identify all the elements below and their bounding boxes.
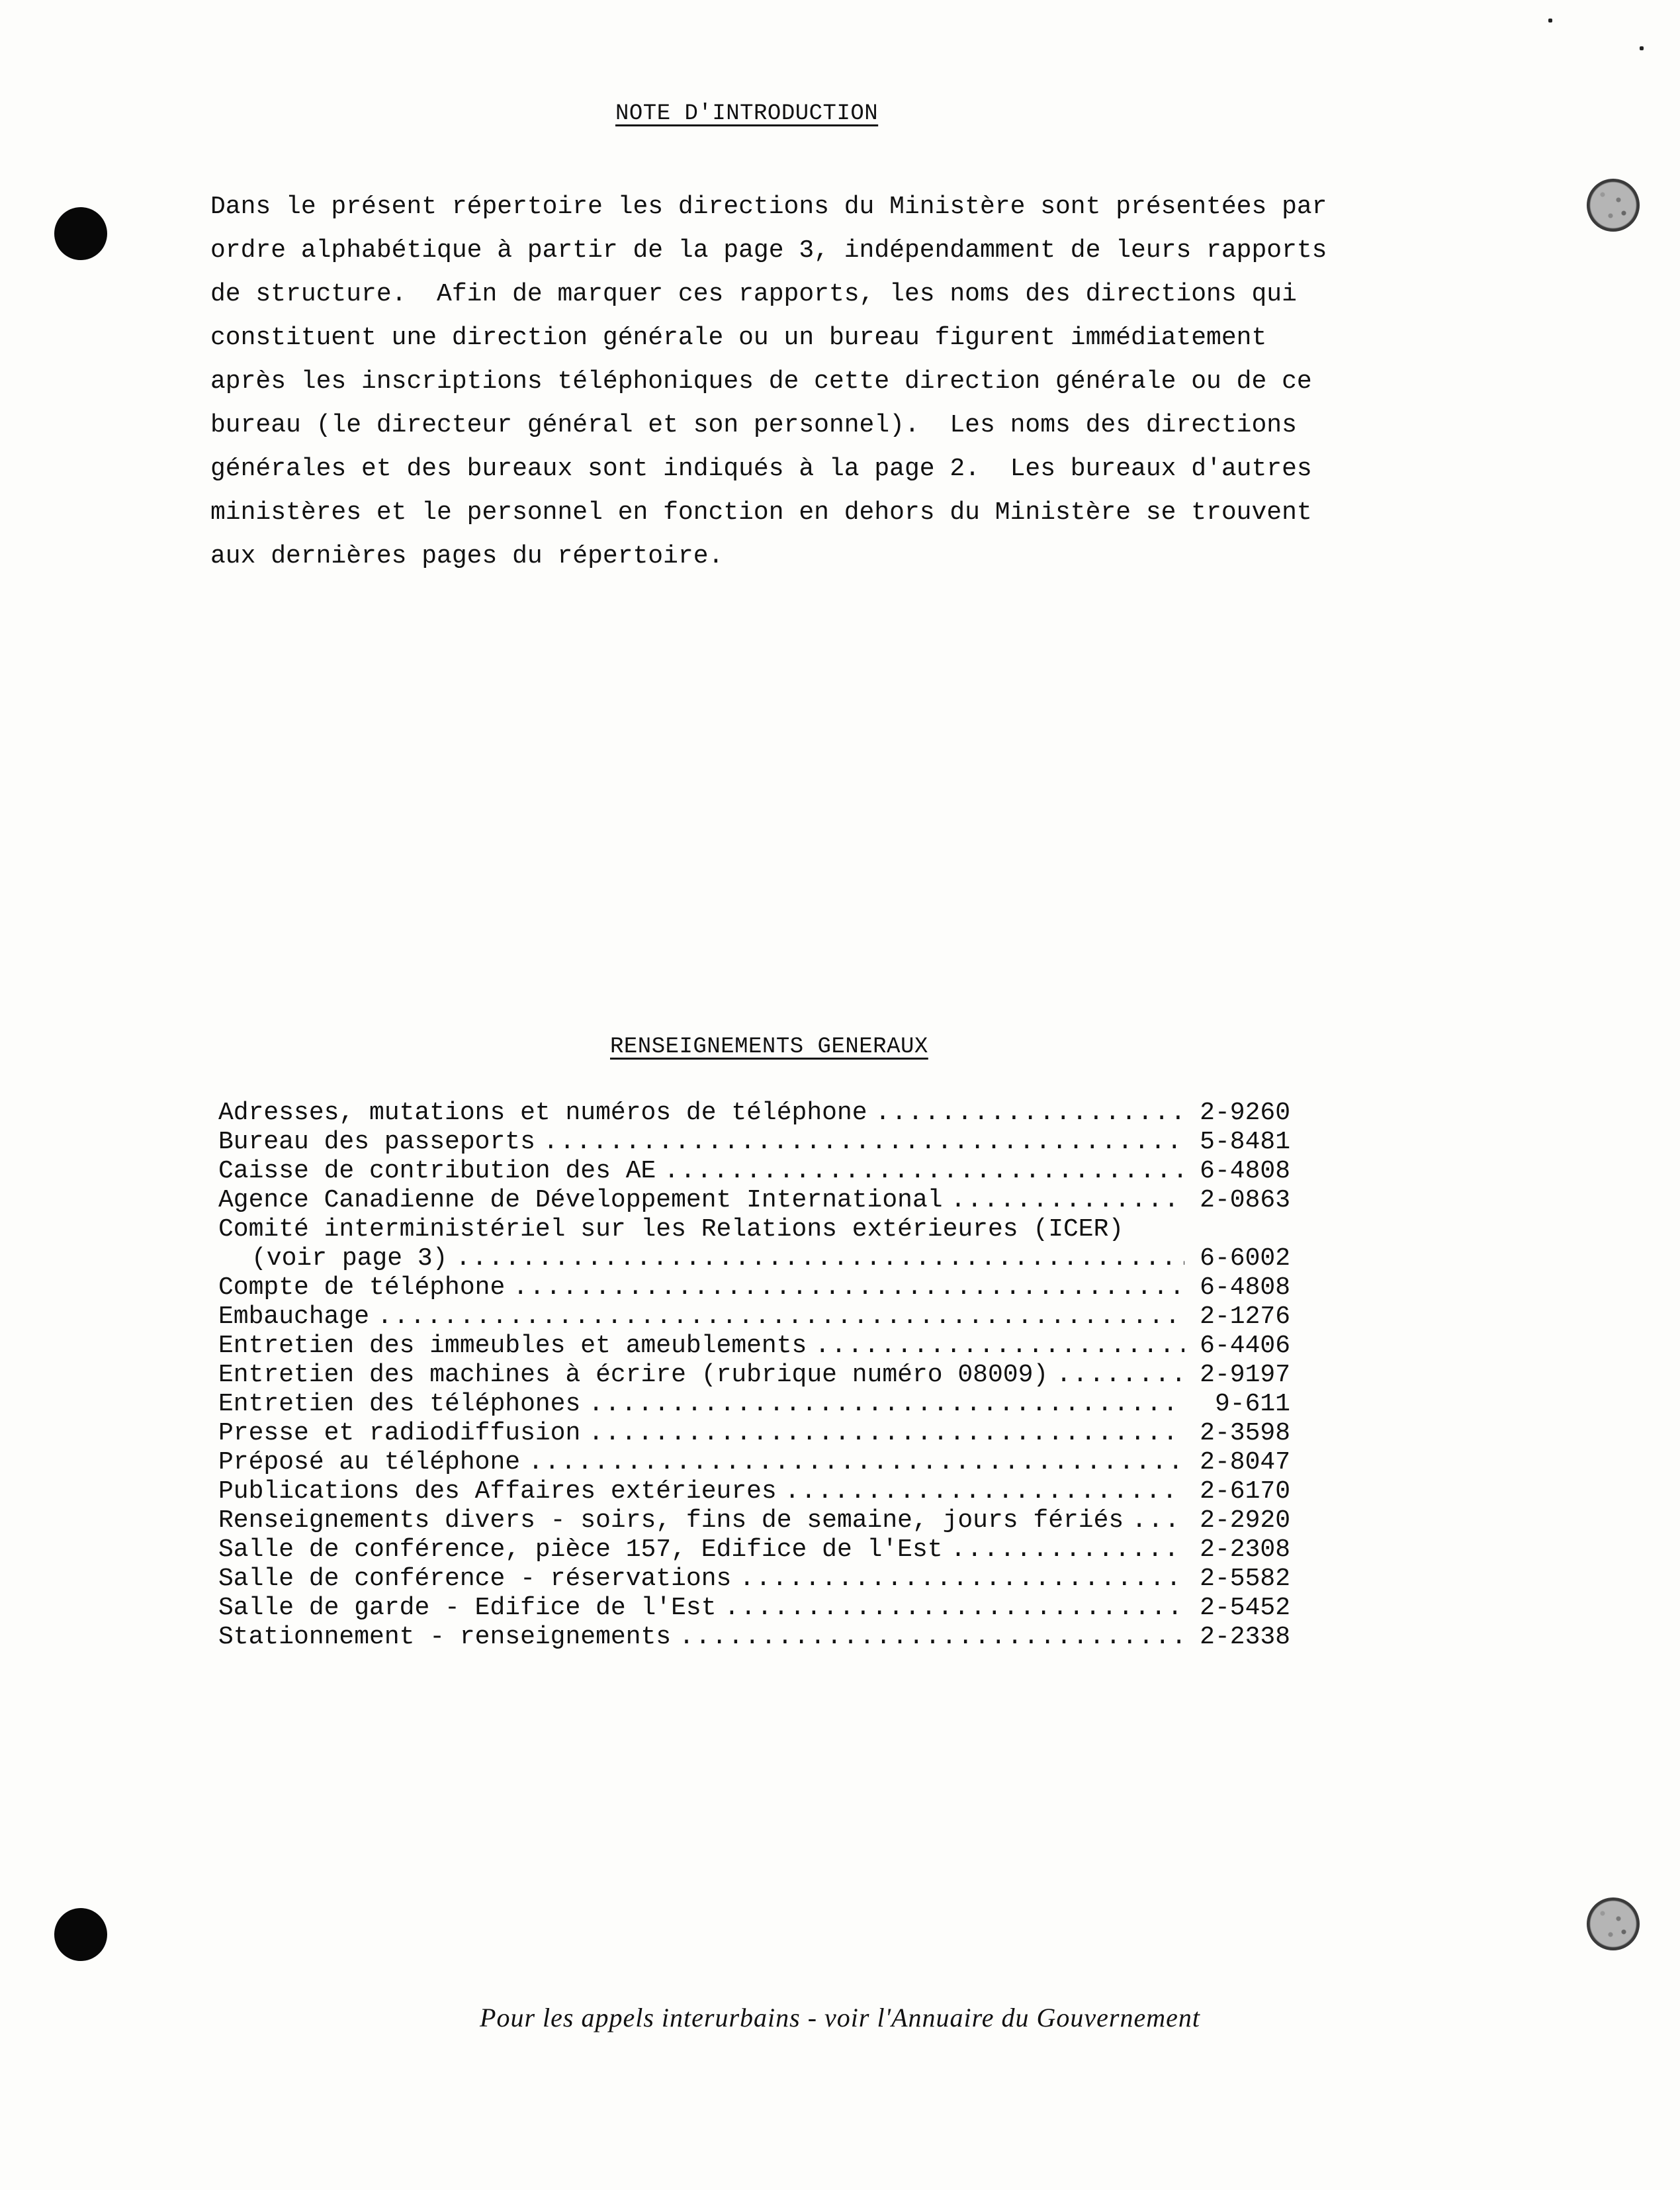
directory-label-continuation: (voir page 3) — [251, 1244, 448, 1273]
directory-row — [218, 1535, 1290, 1565]
directory-row — [218, 1215, 1290, 1244]
directory-number: 5-8481 — [1200, 1128, 1290, 1156]
leader-dots — [543, 1128, 1184, 1157]
directory-list — [218, 1099, 1290, 1652]
directory-row — [218, 1332, 1290, 1361]
directory-row — [218, 1448, 1290, 1477]
directory-number: 2-8047 — [1200, 1448, 1290, 1477]
directory-number: 2-2308 — [1200, 1535, 1290, 1564]
directory-number: 2-9260 — [1200, 1099, 1290, 1127]
scan-speck — [1640, 46, 1644, 50]
leader-dots — [664, 1157, 1184, 1186]
leader-dots — [785, 1477, 1184, 1506]
general-info-heading: RENSEIGNEMENTS GENERAUX — [610, 1034, 928, 1060]
directory-label: Adresses, mutations et numéros de téléphone — [218, 1099, 867, 1127]
leader-dots — [725, 1594, 1184, 1623]
directory-row — [218, 1273, 1290, 1302]
directory-number: 6-4808 — [1200, 1157, 1290, 1185]
intro-line: de structure. Afin de marquer ces rapports, les noms des directions qui — [210, 280, 1297, 308]
directory-label: Salle de conférence, pièce 157, Edifice de l'Est — [218, 1535, 943, 1564]
directory-label: Embauchage — [218, 1302, 370, 1331]
directory-label: Comité interministériel sur les Relations extérieures (ICER) — [218, 1215, 1124, 1244]
directory-number: 2-5452 — [1200, 1594, 1290, 1622]
leader-dots — [513, 1273, 1184, 1302]
leader-dots — [875, 1099, 1184, 1128]
directory-row — [218, 1565, 1290, 1594]
intro-heading: NOTE D'INTRODUCTION — [615, 101, 879, 126]
leader-dots — [951, 1535, 1184, 1565]
directory-number: 2-2338 — [1200, 1623, 1290, 1651]
directory-row — [218, 1506, 1290, 1535]
leader-dots — [679, 1623, 1184, 1652]
directory-row — [218, 1128, 1290, 1157]
directory-label: Bureau des passeports — [218, 1128, 535, 1156]
directory-row — [218, 1186, 1290, 1215]
directory-row — [218, 1477, 1290, 1506]
punch-hole — [54, 1908, 107, 1961]
directory-number: 2-0863 — [1200, 1186, 1290, 1214]
intro-line: après les inscriptions téléphoniques de cette direction générale ou de ce — [210, 367, 1312, 396]
intro-line: ministères et le personnel en fonction en dehors du Ministère se trouvent — [210, 498, 1312, 527]
leader-dots — [377, 1302, 1184, 1332]
directory-number: 2-1276 — [1200, 1302, 1290, 1331]
punch-hole — [54, 207, 107, 260]
directory-label: Compte de téléphone — [218, 1273, 506, 1302]
directory-row — [218, 1623, 1290, 1652]
directory-label: Préposé au téléphone — [218, 1448, 521, 1477]
intro-paragraph — [210, 185, 1327, 578]
intro-line: générales et des bureaux sont indiqués à la page 2. Les bureaux d'autres — [210, 455, 1312, 483]
leader-dots — [951, 1186, 1184, 1215]
directory-number: 9-611 — [1214, 1390, 1290, 1418]
directory-label: Salle de garde - Edifice de l'Est — [218, 1594, 717, 1622]
directory-row — [218, 1157, 1290, 1186]
directory-number: 6-6002 — [1200, 1244, 1290, 1273]
directory-row — [218, 1099, 1290, 1128]
leader-dots — [1131, 1506, 1184, 1535]
directory-row — [218, 1419, 1290, 1448]
directory-number: 2-2920 — [1200, 1506, 1290, 1535]
leader-dots — [528, 1448, 1184, 1477]
directory-row — [218, 1361, 1290, 1390]
intro-line: Dans le présent répertoire les directions du Ministère sont présentées par — [210, 193, 1327, 221]
intro-line: aux dernières pages du répertoire. — [210, 542, 724, 570]
directory-number: 2-3598 — [1200, 1419, 1290, 1447]
intro-line: ordre alphabétique à partir de la page 3, indépendamment de leurs rapports — [210, 236, 1327, 265]
directory-row — [218, 1594, 1290, 1623]
directory-row — [218, 1390, 1290, 1419]
directory-row-continuation — [218, 1244, 1290, 1273]
directory-number: 6-4808 — [1200, 1273, 1290, 1302]
directory-label: Entretien des téléphones — [218, 1390, 581, 1418]
leader-dots — [588, 1419, 1184, 1448]
intro-line: constituent une direction générale ou un bureau figurent immédiatement — [210, 324, 1267, 352]
directory-label: Caisse de contribution des AE — [218, 1157, 656, 1185]
leader-dots — [588, 1390, 1184, 1419]
directory-label: Stationnement - renseignements — [218, 1623, 672, 1651]
punch-hole-grey — [1587, 179, 1640, 232]
scan-speck — [1548, 19, 1552, 23]
directory-row — [218, 1302, 1290, 1332]
directory-label: Entretien des machines à écrire (rubrique numéro 08009) — [218, 1361, 1049, 1389]
leader-dots — [815, 1332, 1184, 1361]
directory-number: 2-5582 — [1200, 1565, 1290, 1593]
directory-label: Renseignements divers - soirs, fins de semaine, jours fériés — [218, 1506, 1124, 1535]
directory-number: 2-9197 — [1200, 1361, 1290, 1389]
leader-dots — [1056, 1361, 1184, 1390]
directory-label: Publications des Affaires extérieures — [218, 1477, 777, 1506]
footer-note: Pour les appels interurbains - voir l'Annuaire du Gouvernement — [480, 2003, 1200, 2032]
directory-label: Agence Canadienne de Développement International — [218, 1186, 943, 1214]
intro-line: bureau (le directeur général et son personnel). Les noms des directions — [210, 411, 1297, 439]
directory-number: 2-6170 — [1200, 1477, 1290, 1506]
directory-label: Entretien des immeubles et ameublements — [218, 1332, 807, 1360]
directory-number: 6-4406 — [1200, 1332, 1290, 1360]
directory-label: Salle de conférence - réservations — [218, 1565, 732, 1593]
leader-dots — [739, 1565, 1184, 1594]
directory-label: Presse et radiodiffusion — [218, 1419, 581, 1447]
punch-hole-grey — [1587, 1897, 1640, 1950]
leader-dots — [455, 1244, 1184, 1273]
